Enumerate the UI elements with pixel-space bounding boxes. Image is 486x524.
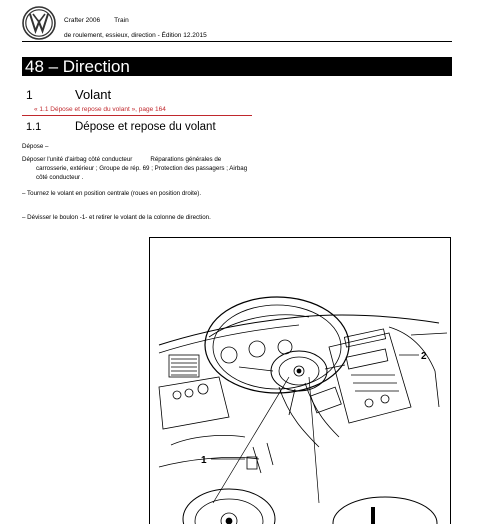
header-model-line (64, 17, 143, 24)
depose-label: Dépose – (22, 143, 49, 150)
airbag-instruction-text: Déposer l'unité d'airbag côté conducteur (22, 156, 133, 163)
section-number: 1 (26, 88, 33, 102)
header-divider (22, 41, 452, 42)
step-center-wheel: – Tournez le volant en position centrale (roues en position droite). (22, 190, 202, 197)
section-title: Volant (75, 87, 112, 102)
header-section: Train (114, 17, 129, 24)
section-divider (22, 115, 252, 116)
steering-wheel-illustration (149, 237, 451, 524)
chapter-bar (22, 57, 452, 76)
section-toc-link[interactable]: « 1.1 Dépose et repose du volant », page 164 (34, 106, 166, 113)
chapter-title: 48 – Direction (25, 57, 130, 76)
subsection-title: Dépose et repose du volant (75, 121, 216, 133)
step-remove-bolt: – Dévisser le boulon -1- et retirer le volant de la colonne de direction. (22, 214, 211, 221)
airbag-instruction-line3: côté conducteur . (36, 174, 84, 181)
airbag-reference-link[interactable]: Réparations générales de (150, 156, 222, 163)
callout-2: 2 (421, 351, 427, 362)
header-subtitle: de roulement, essieux, direction - Édition 12.2015 (64, 32, 207, 39)
airbag-instruction-line2: carrosserie, extérieur ; Groupe de rép. 69 ; Protection des passagers ; Airbag (36, 165, 248, 172)
subsection-number: 1.1 (26, 121, 42, 133)
header-model: Crafter 2006 (64, 17, 101, 24)
vw-logo-icon (22, 6, 56, 40)
callout-1: 1 (201, 455, 207, 466)
airbag-instruction-line1 (22, 156, 221, 165)
